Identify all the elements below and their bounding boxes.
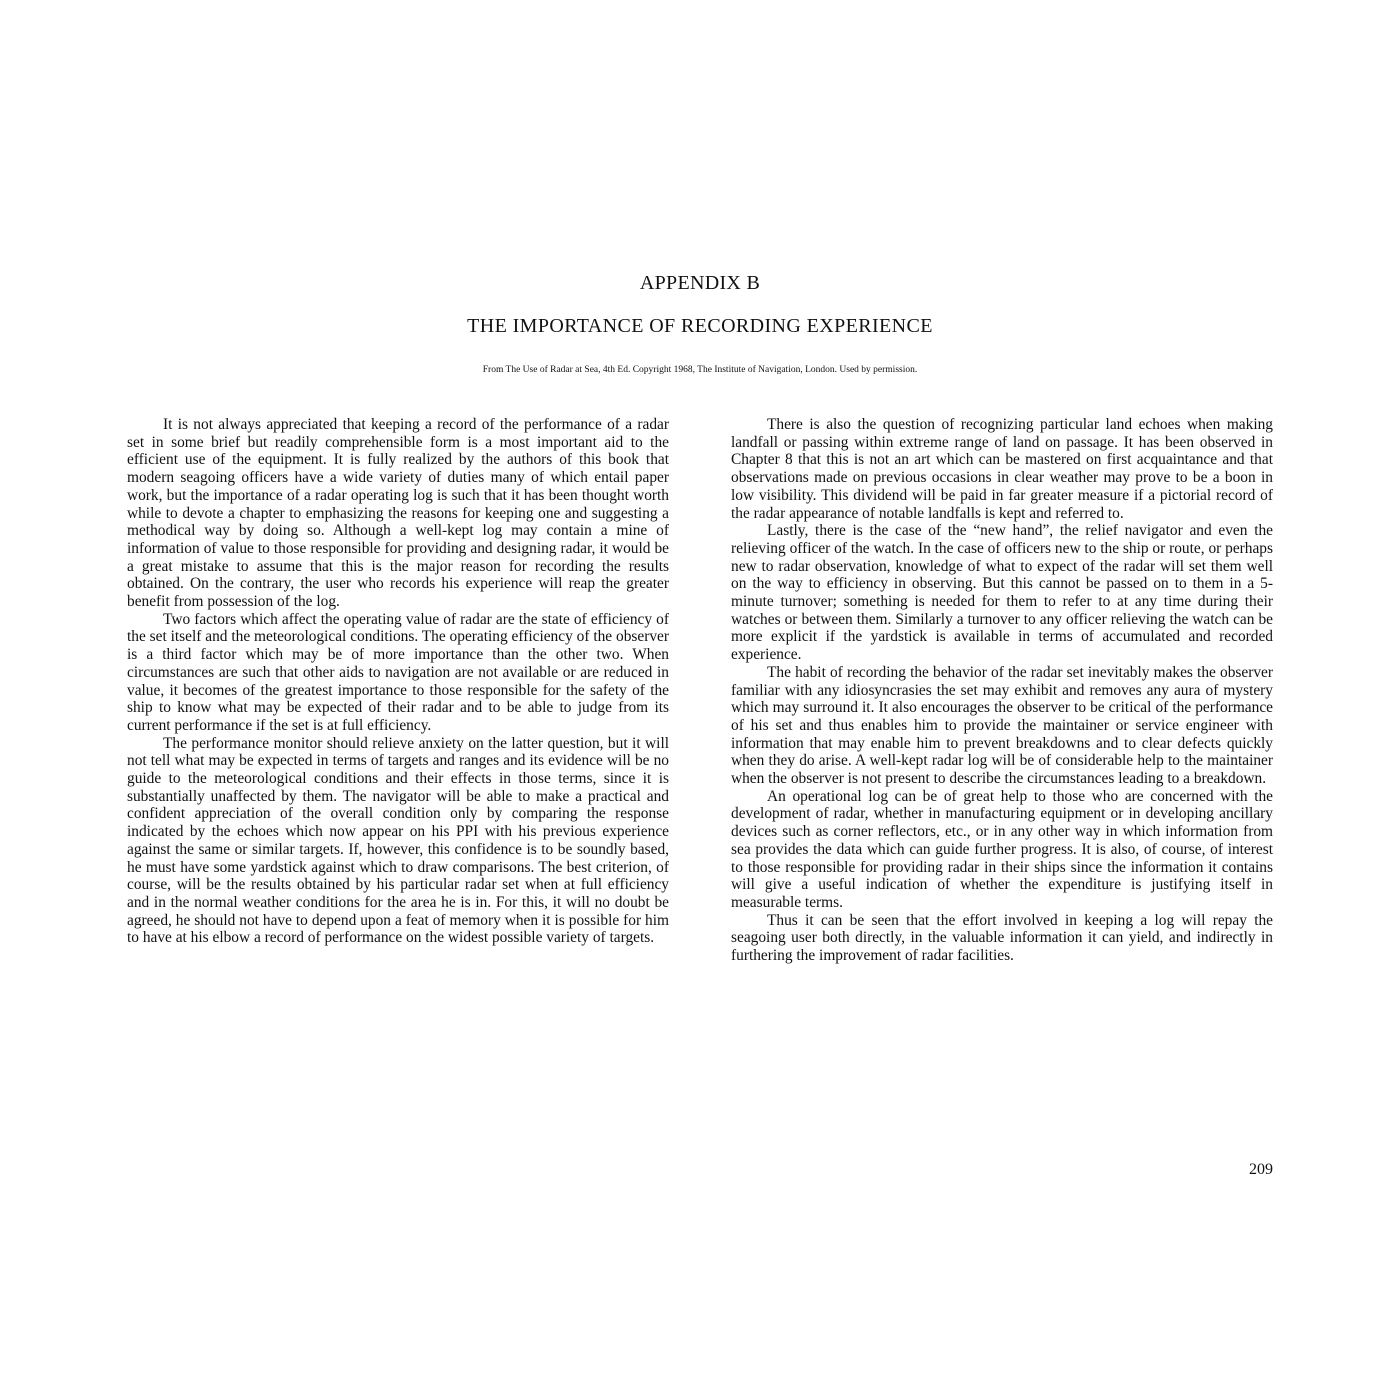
left-column (127, 416, 669, 947)
paragraph: Lastly, there is the case of the “new hand”, the relief navigator and even the relieving officer of the watch. In the case of officers new to the ship or route, or perhaps new to radar observation, knowledge of what to expect of the radar will set them well on the way to efficiency in observing. But this cannot be passed on to them in a 5-minute turnover; something is needed for them to refer to at any time during their watches or between them. Similarly a turnover to any officer relieving the watch can be more explicit if the yardstick is available in terms of accumulated and recorded experience. (731, 522, 1273, 664)
paragraph: Two factors which affect the operating value of radar are the state of efficiency of the set itself and the meteorological conditions. The operating efficiency of the observer is a third factor which may be of more importance than the other two. When circumstances are such that other aids to navigation are not available or are reduced in value, it becomes of the greatest importance to those responsible for the safety of the ship to know what may be expected of their radar and to be able to judge from its current performance if the set is at full efficiency. (127, 610, 669, 734)
right-column (731, 416, 1273, 965)
paragraph: Thus it can be seen that the effort involved in keeping a log will repay the seagoing user both directly, in the valuable information it can yield, and indirectly in furthering the improvement of radar facilities. (731, 911, 1273, 965)
paragraph: The habit of recording the behavior of the radar set inevitably makes the observer familiar with any idiosyncrasies the set may exhibit and removes any aura of mystery which may surround it. It also encourages the observer to be critical of the performance of his set and thus enables him to provide the maintainer or service engineer with information that may enable him to prevent breakdowns and to clear defects quickly when they do arise. A well-kept radar log will be of considerable help to the maintainer when the observer is not present to describe the circumstances leading to a breakdown. (731, 663, 1273, 788)
paragraph: There is also the question of recognizing particular land echoes when making landfall or passing within extreme range of land on passage. It has been observed in Chapter 8 that this is not an art which can be mastered on first acquaintance and that observations made on previous occasions in clear weather may prove to be a boon in low visibility. This dividend will be paid in far greater measure if a pictorial record of the radar appearance of notable landfalls is kept and referred to. (731, 416, 1273, 522)
source-citation: From The Use of Radar at Sea, 4th Ed. Copyright 1968, The Institute of Navigation, London. Used by permission. (482, 365, 918, 375)
paragraph: It is not always appreciated that keeping a record of the performance of a radar set in some brief but readily comprehensible form is a most important aid to the efficient use of the equipment. It is fully realized by the authors of this book that modern seagoing officers have a wide variety of duties many of which entail paper work, but the importance of a radar operating log is such that it has been thought worth while to devote a chapter to emphasizing the reasons for keeping one and suggesting a methodical way by doing so. Although a well-kept log may contain a mine of information of value to those responsible for providing and designing radar, it would be a great mistake to assume that this is the major reason for recording the results obtained. On the contrary, the user who records his experience will reap the greater benefit from possession of the log. (127, 416, 669, 611)
page-number: 209 (1249, 1161, 1273, 1178)
appendix-label: APPENDIX B (639, 272, 761, 294)
paragraph: The performance monitor should relieve anxiety on the latter question, but it will not tell what may be expected in terms of targets and ranges and its evidence will be no guide to the meteorological conditions and their effects in those terms, since it is substantially unaffected by them. The navigator will be able to make a practical and confident appreciation of the overall condition only by comparing the response indicated by the echoes which now appear on his PPI with his previous experience against the same or similar targets. If, however, this confidence is to be soundly based, he must have some yardstick against which to draw comparisons. The best criterion, of course, will be the results obtained by his particular radar set when at full efficiency and in the normal weather conditions for the area he is in. For this, it will no doubt be agreed, he should not have to depend upon a feat of memory when it is possible for him to have at his elbow a record of performance on the widest possible variety of targets. (127, 734, 669, 947)
paragraph: An operational log can be of great help to those who are concerned with the development of radar, whether in manufacturing equipment or in developing ancillary devices such as corner reflectors, etc., or in any other way in which information from sea provides the data which can guide further progress. It is also, of course, of interest to those responsible for providing radar in their ships since the information it contains will give a useful indication of whether the expenditure is justifying itself in measurable terms. (731, 787, 1273, 911)
page-title: THE IMPORTANCE OF RECORDING EXPERIENCE (467, 315, 933, 337)
